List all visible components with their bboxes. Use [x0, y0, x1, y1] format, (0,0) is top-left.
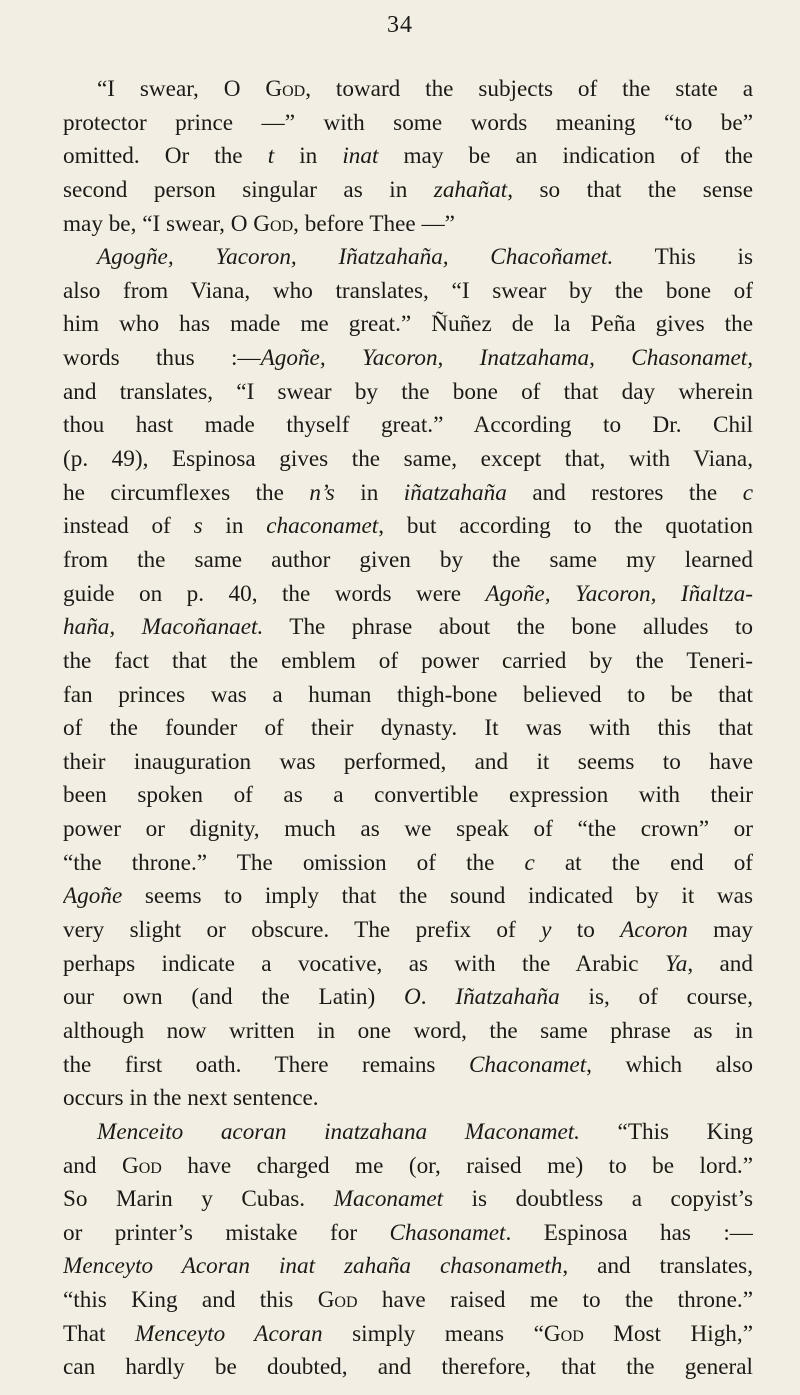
text-segment: or printer’s mistake for [63, 1219, 390, 1246]
text-line [63, 409, 753, 443]
text-segment: (p. 49), Espinosa gives the same, except that, with Viana, [63, 446, 753, 473]
italic-text: Agoñe, Yacoron, Inatzahama, Chasonamet, [260, 345, 753, 372]
text-line [63, 544, 753, 578]
text-line [63, 275, 753, 309]
text-line [63, 1318, 753, 1352]
text-segment: thou hast made thyself great.” According to Dr. Chil [63, 412, 753, 439]
text-segment: , so that the sense [507, 176, 753, 203]
text-segment: our own (and the Latin) [63, 984, 405, 1011]
italic-text: s [193, 513, 203, 540]
italic-text: O [404, 984, 421, 1011]
text-line [63, 712, 753, 746]
text-line [63, 477, 753, 511]
text-line [63, 308, 753, 342]
text-segment: , before Thee —” [293, 210, 455, 237]
text-segment: from the same author given by the same my learned [63, 546, 753, 573]
italic-text: Iñatzahaña [455, 984, 560, 1011]
text-segment: in [334, 479, 404, 506]
text-line [63, 880, 753, 914]
text-segment: “This King [579, 1118, 753, 1145]
text-segment: to [551, 917, 621, 944]
text-line [63, 1015, 753, 1049]
text-segment: in [202, 513, 267, 540]
text-line [63, 376, 753, 410]
text-segment: . [420, 984, 456, 1011]
text-segment: , which also [586, 1051, 753, 1078]
text-segment: “the throne.” The omission of the [63, 849, 525, 876]
text-segment: is, of course, [559, 984, 753, 1011]
italic-text: zahañat [433, 176, 508, 203]
text-line [63, 847, 753, 881]
text-segment: power or dignity, much as we speak of “the crown” or [63, 816, 753, 843]
text-segment: simply means “ [322, 1320, 544, 1347]
text-segment: The phrase about the bone alludes to [263, 614, 753, 641]
text-segment: , and [687, 950, 753, 977]
text-segment: “I swear, O [97, 76, 266, 102]
text-segment: Most High,” [583, 1320, 753, 1347]
text-line [63, 140, 753, 174]
text-line [63, 645, 753, 679]
text-segment: fan princes was a human thigh-bone believed to be that [63, 681, 753, 708]
text-line [63, 948, 753, 982]
italic-text: Chaconamet [468, 1051, 587, 1078]
italic-text: Menceito acoran inatzahana Maconamet. [97, 1118, 580, 1145]
text-line [63, 1116, 753, 1150]
text-line [63, 174, 753, 208]
italic-text: c [742, 479, 753, 506]
text-segment: So Marin y Cubas. [63, 1186, 334, 1213]
text-line [63, 73, 753, 107]
text-line [63, 746, 753, 780]
text-segment: at the end of [534, 849, 753, 876]
text-line [63, 1082, 753, 1116]
text-segment: “this King and this [63, 1287, 318, 1314]
text-line [63, 981, 753, 1015]
italic-text: iñatzahaña [403, 479, 507, 506]
italic-text: Maconamet [333, 1186, 444, 1213]
small-caps-text: God [121, 1152, 162, 1179]
text-line [63, 1250, 753, 1284]
text-segment: guide on p. 40, the words were [63, 580, 486, 607]
text-segment: he circumflexes the [63, 479, 310, 506]
text-segment: of the founder of their dynasty. It was with this that [63, 715, 753, 742]
text-segment: also from Viana, who translates, “I swear by the bone of [63, 277, 753, 304]
italic-text: Menceyto Acoran [135, 1320, 323, 1347]
text-line [63, 510, 753, 544]
text-segment: and restores the [506, 479, 743, 506]
text-line [63, 443, 753, 477]
text-line [63, 342, 753, 376]
text-segment: the first oath. There remains [63, 1051, 469, 1078]
text-segment: the fact that the emblem of power carried by the Teneri- [63, 647, 753, 674]
text-segment: is doubtless a copyist’s [443, 1186, 753, 1213]
text-segment: occurs in the next sentence. [63, 1085, 319, 1112]
text-segment: and [63, 1152, 122, 1179]
page-number: 34 [387, 12, 413, 38]
text-segment: second person singular as in [63, 176, 434, 203]
italic-text: Acoron [620, 917, 688, 944]
text-segment: although now written in one word, the same phrase as in [63, 1017, 753, 1044]
italic-text: y [541, 917, 552, 944]
body-text [63, 73, 753, 1385]
text-segment: protector prince —” with some words meaning “to be” [63, 109, 753, 136]
italic-text: Agogñe, Yacoron, Iñatzahaña, Chacoñamet. [97, 244, 614, 271]
small-caps-text: God [543, 1320, 584, 1347]
text-line [63, 779, 753, 813]
text-segment: seems to imply that the sound indicated by it was [122, 883, 753, 910]
text-segment: their inauguration was performed, and it seems to have [63, 748, 753, 775]
text-line [63, 1150, 753, 1184]
text-segment: words thus :— [63, 345, 261, 372]
text-line [63, 578, 753, 612]
text-line [63, 107, 753, 141]
text-line [63, 611, 753, 645]
small-caps-text: God [317, 1287, 358, 1314]
small-caps-text: God [253, 210, 294, 237]
text-segment: been spoken of as a convertible expression with their [63, 782, 753, 809]
italic-text: Agoñe, Yacoron, Iñaltza- [485, 580, 753, 607]
text-segment: This is [613, 244, 753, 271]
text-line [63, 914, 753, 948]
text-line [63, 1183, 753, 1217]
text-segment: have charged me (or, raised me) to be lord.” [161, 1152, 753, 1179]
text-line [63, 1217, 753, 1251]
text-line [63, 1351, 753, 1385]
text-segment: very slight or obscure. The prefix of [63, 917, 542, 944]
text-segment: That [63, 1320, 136, 1347]
italic-text: Menceyto Acoran inat zahaña chasonameth [63, 1253, 563, 1280]
text-segment: can hardly be doubted, and therefore, that the general [63, 1354, 753, 1381]
italic-text: haña, Macoñanaet. [63, 614, 264, 641]
text-segment: , toward the subjects of the state a [305, 76, 753, 102]
text-segment: have raised me to the throne.” [357, 1287, 753, 1314]
text-line [63, 813, 753, 847]
text-segment: may be, “I swear, O [63, 210, 254, 237]
text-segment: , but according to the quotation [378, 513, 753, 540]
text-line [63, 679, 753, 713]
text-segment: perhaps indicate a vocative, as with the Arabic [63, 950, 665, 977]
text-segment: in [274, 143, 343, 170]
italic-text: Ya [664, 950, 688, 977]
italic-text: t [267, 143, 275, 170]
text-segment: and translates, “I swear by the bone of that day wherein [63, 378, 753, 405]
italic-text: inat [342, 143, 379, 170]
italic-text: c [524, 849, 535, 876]
text-segment: . Espinosa has :— [505, 1219, 753, 1246]
text-segment: , and translates, [562, 1253, 753, 1280]
text-line [63, 208, 753, 242]
text-line [63, 1049, 753, 1083]
text-segment: may be an indication of the [378, 143, 753, 170]
text-segment: may [687, 917, 753, 944]
small-caps-text: God [265, 76, 306, 102]
text-segment: omitted. Or the [63, 143, 268, 170]
italic-text: n’s [309, 479, 335, 506]
italic-text: chaconamet [266, 513, 379, 540]
text-line [63, 241, 753, 275]
text-segment: instead of [63, 513, 194, 540]
italic-text: Agoñe [63, 883, 123, 910]
text-segment: him who has made me great.” Ñuñez de la Peña gives the [63, 311, 753, 338]
text-line [63, 1284, 753, 1318]
italic-text: Chasonamet [389, 1219, 506, 1246]
